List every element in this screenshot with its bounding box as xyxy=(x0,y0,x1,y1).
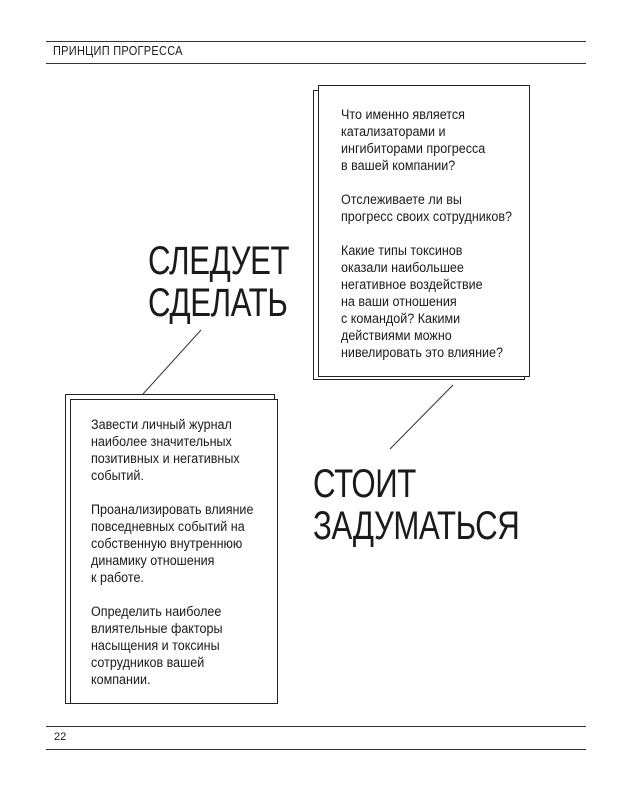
actions-box xyxy=(70,399,278,704)
footer-bottom-rule xyxy=(46,749,586,750)
should-do-heading xyxy=(148,240,289,324)
worth-thinking-heading-line-2: ЗАДУМАТЬСЯ xyxy=(313,504,520,548)
action-paragraph-2: Проанализировать влияние повседневных событий на собственную внутреннюю динамику отношения к работе. xyxy=(91,502,254,585)
question-paragraph-1: Что именно является катализаторами и ингибиторами прогресса в вашей компании? xyxy=(341,107,486,173)
connector-worth-thinking xyxy=(390,385,453,449)
should-do-heading-line-1: СЛЕДУЕТ xyxy=(148,239,290,283)
action-paragraph-1: Завести личный журнал наиболее значительных позитивных и негативных событий. xyxy=(91,417,240,483)
question-paragraph-2: Отслеживаете ли вы прогресс своих сотрудников? xyxy=(341,192,513,224)
questions-box xyxy=(318,85,530,377)
footer-top-rule xyxy=(46,726,586,727)
connector-should-do xyxy=(143,330,201,394)
question-paragraph-3: Какие типы токсинов оказали наибольшее негативное воздействие на ваши отношения с командой? Какими действиями можно нивелировать это влияние? xyxy=(341,243,504,360)
page-number: 22 xyxy=(54,731,67,743)
action-paragraph-3: Определить наиболее влиятельные факторы насыщения и токсины сотрудников вашей компании. xyxy=(91,604,223,687)
should-do-heading-line-2: СДЕЛАТЬ xyxy=(148,281,288,325)
running-title: ПРИНЦИП ПРОГРЕССА xyxy=(53,44,183,58)
worth-thinking-heading xyxy=(313,463,519,547)
worth-thinking-heading-line-1: СТОИТ xyxy=(313,462,416,506)
